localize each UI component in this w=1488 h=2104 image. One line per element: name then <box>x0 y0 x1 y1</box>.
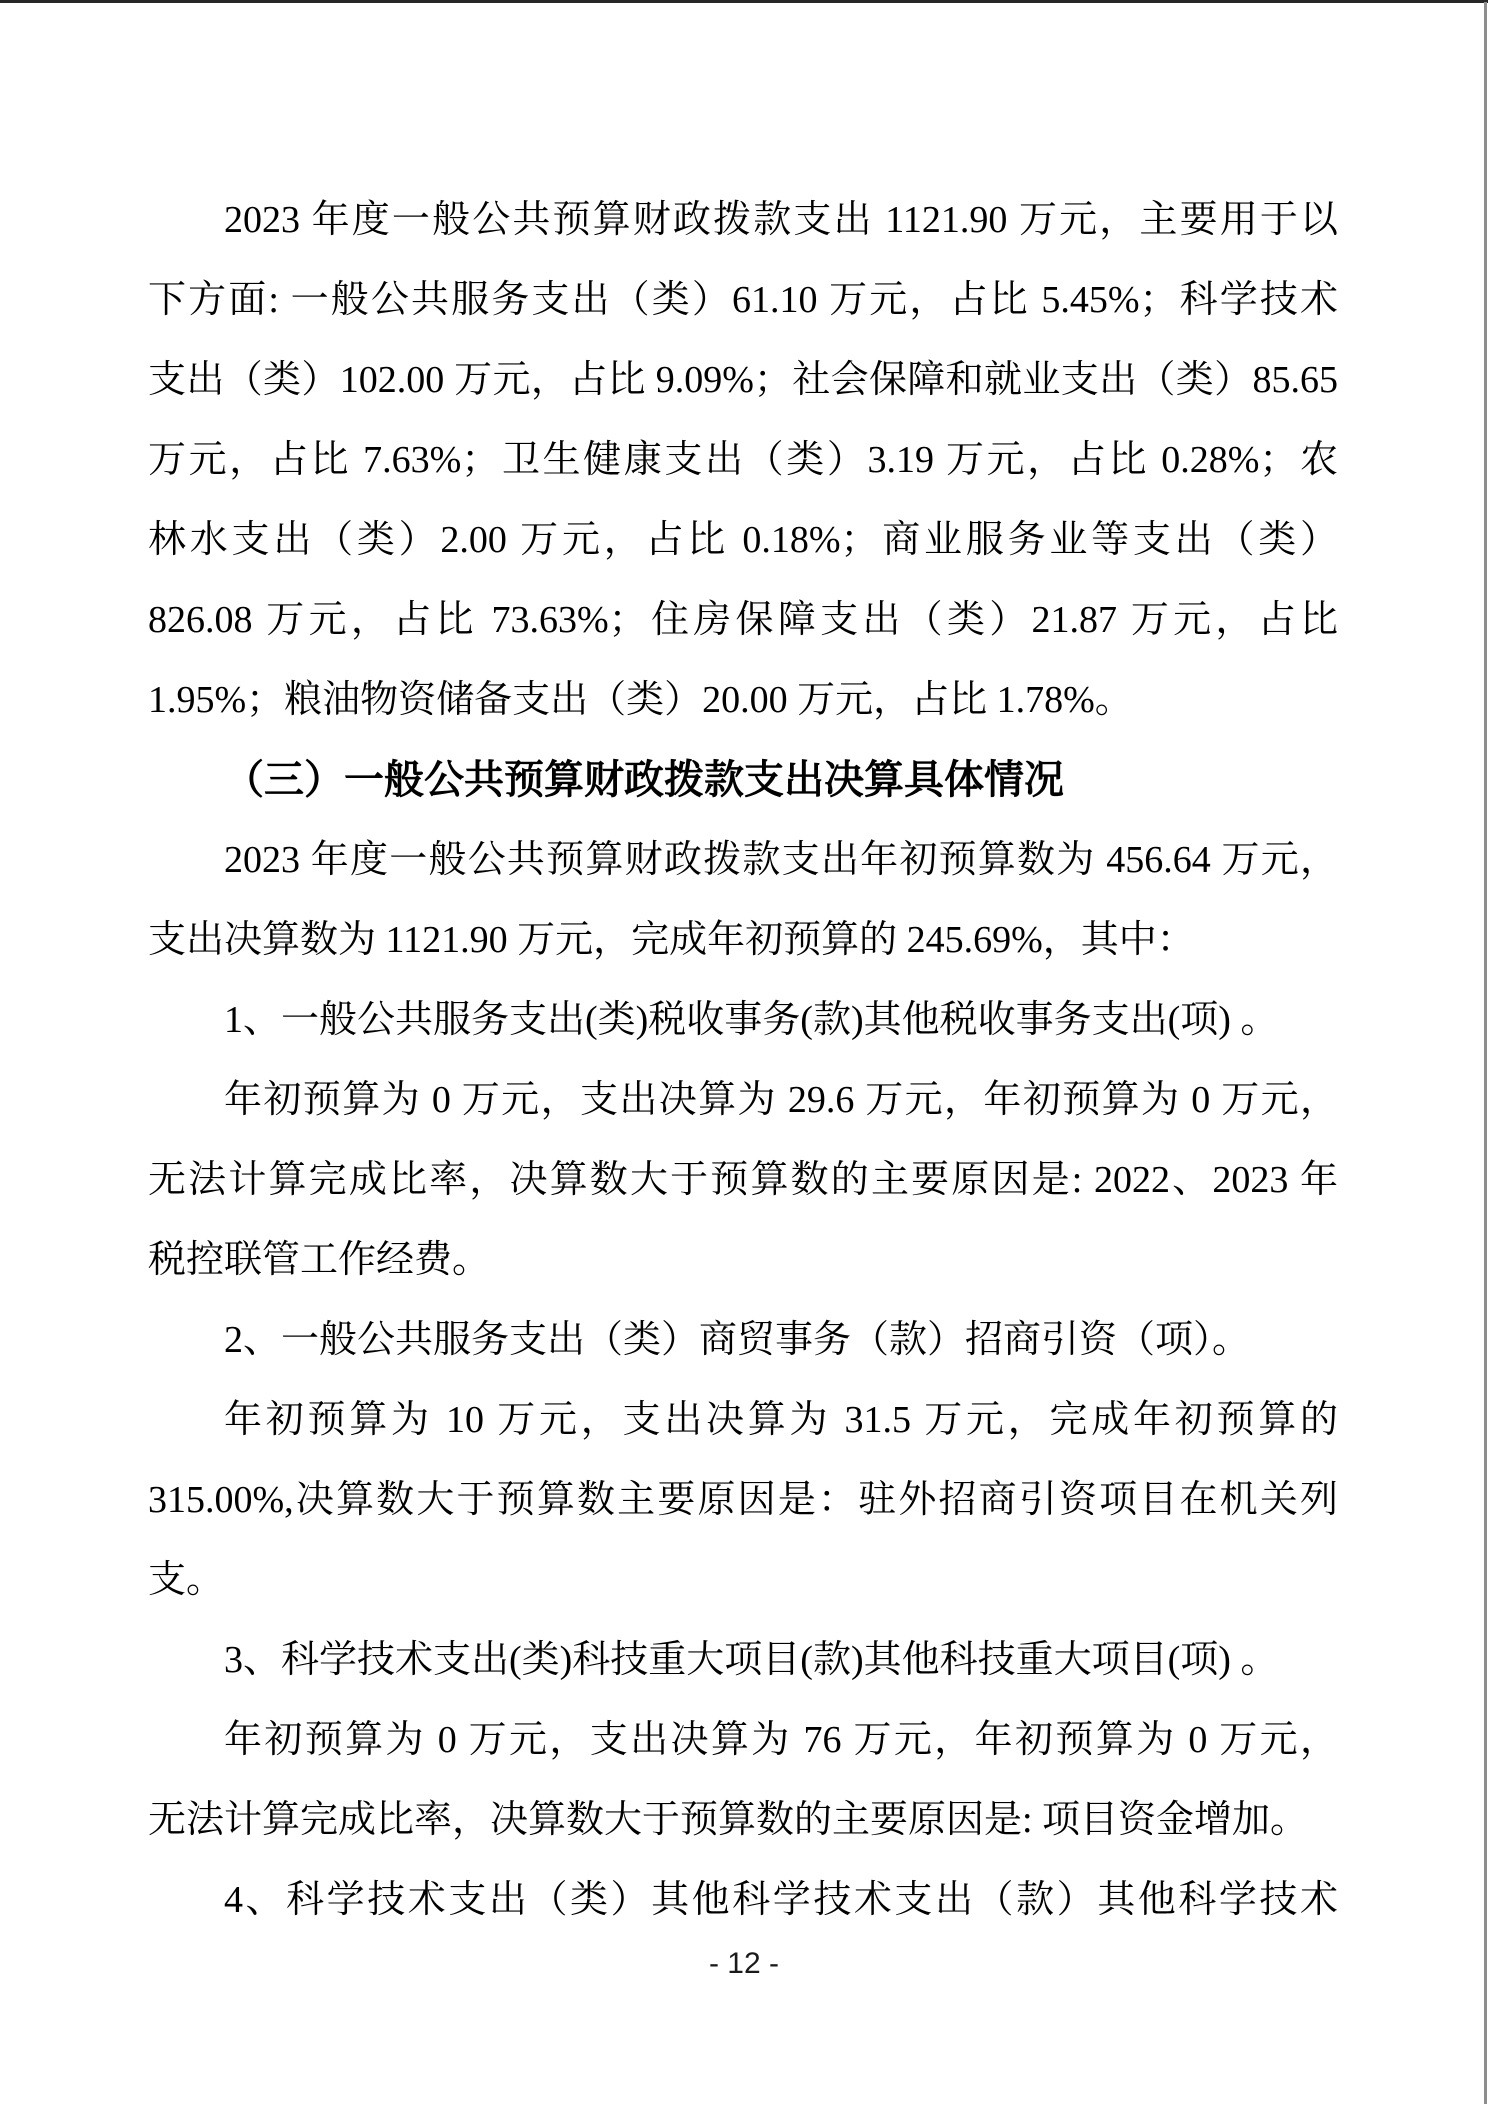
text-line: 4、科学技术支出（类）其他科学技术支出（款）其他科学技术 <box>224 1879 1338 1921</box>
text-line: 2023 年度一般公共预算财政拨款支出 1121.90 万元，主要用于以 <box>224 199 1338 241</box>
text-line: 2023 年度一般公共预算财政拨款支出年初预算数为 456.64 万元， <box>224 839 1338 881</box>
text-line: 无法计算完成比率，决算数大于预算数的主要原因是: 2022、2023 年 <box>148 1159 1338 1201</box>
text-line: 1.95%；粮油物资储备支出（类）20.00 万元，占比 1.78%。 <box>148 679 1133 721</box>
text-line: 年初预算为 10 万元，支出决算为 31.5 万元，完成年初预算的 <box>224 1399 1338 1441</box>
text-line: 万元，占比 7.63%；卫生健康支出（类）3.19 万元，占比 0.28%；农 <box>148 439 1338 481</box>
text-line: 年初预算为 0 万元，支出决算为 76 万元，年初预算为 0 万元， <box>224 1719 1338 1761</box>
text-line: 支出决算数为 1121.90 万元，完成年初预算的 245.69%，其中： <box>148 919 1195 961</box>
section-heading: （三）一般公共预算财政拨款支出决算具体情况 <box>224 757 1064 802</box>
document-text-block <box>148 180 1338 1940</box>
text-line: 支出（类）102.00 万元，占比 9.09%；社会保障和就业支出（类）85.65 <box>148 359 1338 401</box>
text-line: 1、一般公共服务支出(类)税收事务(款)其他税收事务支出(项) 。 <box>224 999 1279 1041</box>
text-line: 支。 <box>148 1559 225 1601</box>
text-line: 315.00%,决算数大于预算数主要原因是：驻外招商引资项目在机关列 <box>148 1479 1338 1521</box>
page-number: - 12 - <box>708 1947 780 1980</box>
page-right-edge-line <box>1484 2 1487 2104</box>
text-line: 3、科学技术支出(类)科技重大项目(款)其他科技重大项目(项) 。 <box>224 1639 1279 1681</box>
text-line: 林水支出（类）2.00 万元，占比 0.18%；商业服务业等支出（类） <box>148 519 1338 561</box>
text-line: 2、一般公共服务支出（类）商贸事务（款）招商引资（项）。 <box>224 1319 1251 1361</box>
text-line: 无法计算完成比率，决算数大于预算数的主要原因是: 项目资金增加。 <box>148 1799 1309 1841</box>
text-line: 826.08 万元，占比 73.63%；住房保障支出（类）21.87 万元，占比 <box>148 599 1338 641</box>
text-line: 年初预算为 0 万元，支出决算为 29.6 万元，年初预算为 0 万元， <box>224 1079 1338 1121</box>
text-line: 下方面: 一般公共服务支出（类）61.10 万元，占比 5.45%；科学技术 <box>148 279 1338 321</box>
text-line: 税控联管工作经费。 <box>148 1239 491 1281</box>
page-top-edge-line <box>0 0 1488 3</box>
